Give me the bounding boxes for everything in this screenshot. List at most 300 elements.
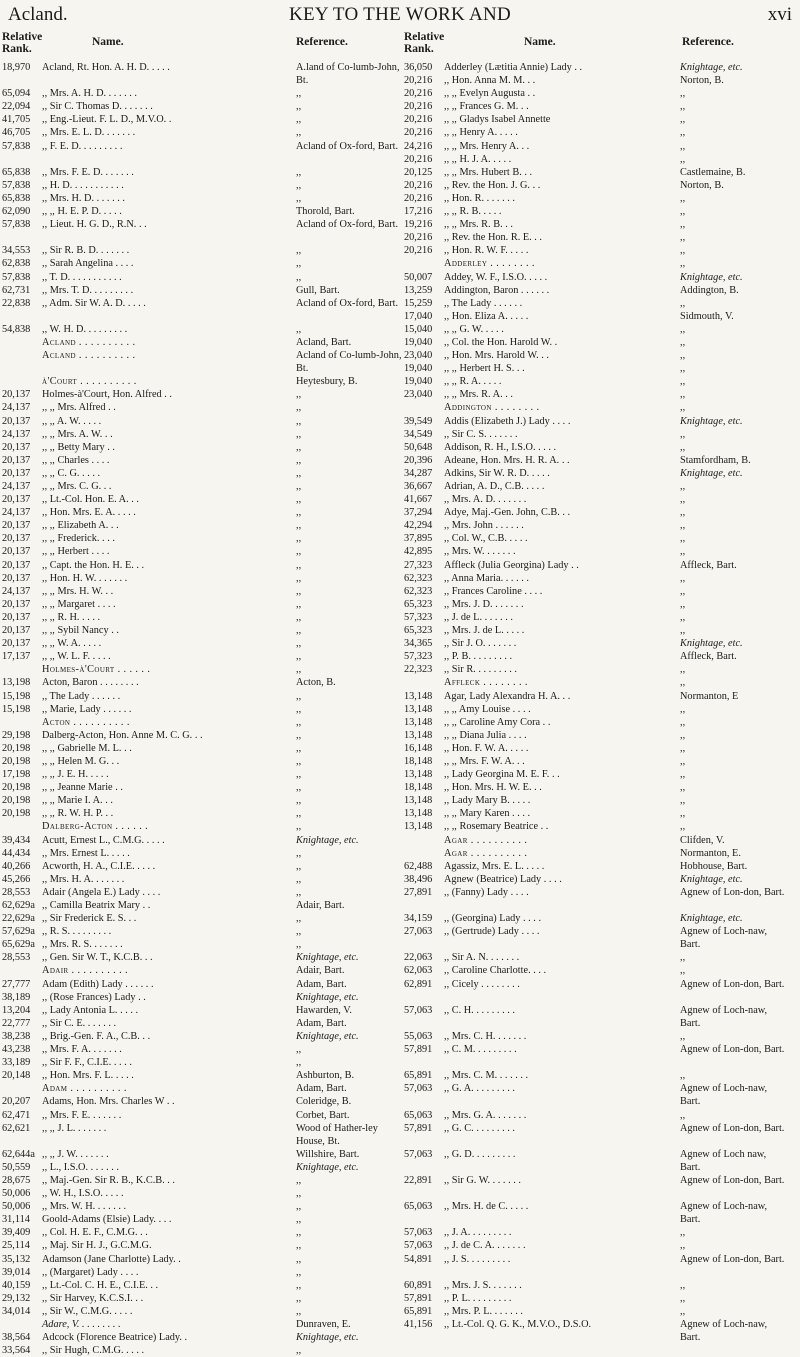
entry-reference: Acton, B. <box>296 677 336 689</box>
entry-reference: ,, <box>680 742 686 754</box>
entry-row <box>2 1069 400 1082</box>
entry-reference: ,, <box>296 598 302 610</box>
entry-name: à'Court . . . . . . . . . . <box>42 376 137 388</box>
entry-name: ,, ,, Mrs. F. W. A. . . <box>444 755 525 767</box>
relative-rank: 65,063 <box>404 1201 433 1213</box>
entry-name: ,, Camilla Beatrix Mary . . <box>42 900 151 911</box>
entry-row <box>2 1226 400 1239</box>
relative-rank: 41,705 <box>2 114 31 126</box>
entry-reference: ,, <box>680 1109 686 1121</box>
entry-reference: Agnew of Loch-naw, Bart. <box>680 1201 768 1226</box>
entry-row <box>404 820 798 833</box>
relative-rank: 44,434 <box>2 847 31 859</box>
entry-reference: ,, <box>296 782 302 794</box>
entry-name: ,, Sarah Angelina . . . . <box>42 258 134 270</box>
entry-reference: ,, <box>296 1227 302 1239</box>
relative-rank: 57,891 <box>404 1122 433 1134</box>
relative-rank: 17,040 <box>404 310 433 322</box>
entry-row <box>404 310 798 323</box>
entry-name: ,, Mrs. A. D. . . . . . . <box>444 494 527 506</box>
relative-rank: 60,891 <box>404 1279 433 1291</box>
entry-row <box>2 585 400 598</box>
entry-reference: ,, <box>296 886 302 898</box>
relative-rank: 39,434 <box>2 834 31 846</box>
relative-rank: 20,198 <box>2 742 31 754</box>
entry-name: ,, H. D. . . . . . . . . . . <box>42 179 124 191</box>
entry-name: ,, ,, Evelyn Augusta . . <box>444 88 536 100</box>
entry-reference: Gull, Bart. <box>296 284 340 296</box>
entry-reference: ,, <box>680 1030 686 1042</box>
entry-reference: ,, <box>296 625 302 637</box>
entry-row <box>2 1174 400 1187</box>
entry-reference: ,, <box>296 1188 302 1200</box>
entry-reference: Agnew of Loch-naw, Bart. <box>680 1083 768 1108</box>
entry-row <box>2 716 400 729</box>
relative-rank: 28,553 <box>2 952 31 964</box>
entry-row <box>404 244 798 257</box>
entry-row <box>2 886 400 899</box>
entry-name: Adkins, Sir W. R. D. . . . . <box>444 467 550 479</box>
entry-row <box>2 126 400 139</box>
entry-reference: ,, <box>296 389 302 401</box>
entry-reference: Acland, Bart. <box>296 336 352 348</box>
entry-row <box>404 703 798 716</box>
entry-name: ,, Col. H. E. F., C.M.G. . . <box>42 1227 148 1239</box>
entry-name: ,, J. de C. A. . . . . . . <box>444 1240 526 1252</box>
entry-name: Adare, V. . . . . . . . . <box>42 1319 121 1330</box>
entry-name: Adye, Maj.-Gen. John, C.B. . . <box>444 507 571 519</box>
entry-reference: ,, <box>680 192 686 204</box>
relative-rank: 54,891 <box>404 1253 433 1265</box>
entry-reference: ,, <box>680 795 686 807</box>
entry-row <box>2 166 400 179</box>
relative-rank: 20,137 <box>2 389 31 401</box>
relative-rank: 42,294 <box>404 520 433 532</box>
entry-name: Adamson (Jane Charlotte) Lady. . <box>42 1253 181 1265</box>
relative-rank: 34,365 <box>404 638 433 650</box>
relative-rank: 57,891 <box>404 1044 433 1056</box>
entry-row <box>404 218 798 231</box>
entry-row <box>2 572 400 585</box>
entry-name: ,, Sir A. N. . . . . . . <box>444 952 520 964</box>
relative-rank: 20,137 <box>2 546 31 558</box>
entry-row <box>2 598 400 611</box>
entry-row <box>404 532 798 545</box>
entry-reference: Knightage, etc. <box>296 1161 359 1173</box>
relative-rank: 65,838 <box>2 166 31 178</box>
entry-name: ,, G. A. . . . . . . . . <box>444 1083 515 1095</box>
entry-name: Agar, Lady Alexandra H. A. . . <box>444 690 571 702</box>
entry-row <box>404 179 798 192</box>
relative-rank: 24,137 <box>2 507 31 519</box>
entry-row <box>404 1239 798 1252</box>
entry-reference: ,, <box>680 232 686 244</box>
entry-reference: ,, <box>296 913 302 925</box>
relative-rank: 17,216 <box>404 206 433 218</box>
entry-row <box>404 624 798 637</box>
entry-reference: ,, <box>296 703 302 715</box>
entry-reference: Adam, Bart. <box>296 978 347 990</box>
entry-name: ,, J. S. . . . . . . . . <box>444 1253 511 1265</box>
entry-reference: Knightage, etc. <box>296 1030 359 1042</box>
entry-row <box>2 794 400 807</box>
entry-reference: ,, <box>680 88 686 100</box>
entry-row <box>2 1187 400 1200</box>
entry-name: ,, Hon. Mrs. F. L. . . . . <box>42 1070 134 1082</box>
entry-name: ,, ,, Mrs. Henry A. . . <box>444 140 530 152</box>
entry-name: ,, Col. W., C.B. . . . . <box>444 533 528 545</box>
entry-row <box>404 519 798 532</box>
entry-row <box>404 834 798 847</box>
entry-row <box>2 925 400 938</box>
entry-reference: ,, <box>296 729 302 741</box>
relative-rank: 57,063 <box>404 1240 433 1252</box>
entry-name: ,, ,, C. G. . . . . <box>42 467 101 479</box>
relative-rank: 20,137 <box>2 454 31 466</box>
entry-row <box>404 768 798 781</box>
entry-name: Dalberg-Acton . . . . . . <box>42 821 149 833</box>
relative-rank: 22,838 <box>2 297 31 309</box>
entry-name: ,, Mrs. P. L. . . . . . . <box>444 1305 523 1317</box>
entry-name: Agassiz, Mrs. E. L. . . . . <box>444 860 545 872</box>
entry-name: Acton, Baron . . . . . . . . <box>42 677 139 689</box>
entry-row <box>404 166 798 179</box>
entry-name: ,, Mrs. C. M. . . . . . . <box>444 1070 529 1082</box>
relative-rank: 50,648 <box>404 441 433 453</box>
entry-row <box>2 938 400 951</box>
relative-rank: 23,040 <box>404 350 433 362</box>
entry-reference: Stamfordham, B. <box>680 454 751 466</box>
entry-reference: ,, <box>680 481 686 492</box>
entry-row <box>2 401 400 414</box>
entry-name: Acutt, Ernest L., C.M.G. . . . . <box>42 834 165 846</box>
relative-rank: 13,148 <box>404 795 433 807</box>
entry-name: Affleck . . . . . . . . <box>444 677 528 689</box>
relative-rank: 20,216 <box>404 245 433 257</box>
entry-row <box>2 847 400 860</box>
relative-rank: 13,198 <box>2 677 31 689</box>
relative-rank: 20,137 <box>2 415 31 427</box>
entry-reference: ,, <box>296 507 302 519</box>
entry-name: ,, Lady Antonia L. . . . . <box>42 1004 139 1016</box>
entry-name: ,, Hon. H. W. . . . . . . <box>42 572 128 584</box>
entry-row <box>2 912 400 925</box>
entry-row <box>404 323 798 336</box>
entry-reference: Knightage, etc. <box>680 415 743 427</box>
relative-rank: 34,014 <box>2 1305 31 1317</box>
relative-rank: 22,777 <box>2 1017 31 1029</box>
entry-row <box>2 624 400 637</box>
entry-row <box>404 1030 798 1043</box>
entry-name: ,, ,, Charles . . . . <box>42 454 110 466</box>
relative-rank: 20,125 <box>404 166 433 178</box>
entry-reference: Agnew of Lon-don, Bart. <box>680 1253 785 1265</box>
relative-rank: 18,148 <box>404 782 433 794</box>
relative-rank: 38,496 <box>404 873 433 885</box>
entry-reference: Castlemaine, B. <box>680 166 746 178</box>
entry-name: Holmes-à'Court, Hon. Alfred . . <box>42 389 172 401</box>
relative-rank: 19,040 <box>404 336 433 348</box>
entry-row <box>2 1004 400 1017</box>
entry-row <box>2 1344 400 1357</box>
entry-row <box>404 1253 798 1279</box>
name-heading: Name. <box>524 36 556 48</box>
entry-row <box>2 1266 400 1279</box>
entry-name: ,, C. H. . . . . . . . . <box>444 1004 515 1016</box>
entry-name: ,, Lt.-Col. Hon. E. A. . . <box>42 494 139 506</box>
entry-row <box>2 559 400 572</box>
entry-row <box>404 388 798 401</box>
relative-rank: 39,549 <box>404 415 433 427</box>
entry-row <box>2 729 400 742</box>
entry-reference: ,, <box>296 441 302 453</box>
entry-reference: ,, <box>296 808 302 820</box>
entry-row <box>404 205 798 218</box>
relative-rank: 34,287 <box>404 467 433 479</box>
entry-row <box>2 1318 400 1331</box>
entry-row <box>404 297 798 310</box>
entry-reference: Wood of Hather-ley House, Bt. <box>296 1122 378 1147</box>
entry-name: Agnew (Beatrice) Lady . . . . <box>444 873 562 885</box>
entry-name: ,, ,, Frances G. M. . . <box>444 101 529 113</box>
entry-reference: ,, <box>680 821 686 833</box>
entry-reference: ,, <box>680 585 686 597</box>
entry-reference: ,, <box>296 533 302 545</box>
relative-rank: 20,216 <box>404 75 433 87</box>
entry-row <box>2 388 400 401</box>
entry-row <box>2 1253 400 1266</box>
entry-row <box>2 860 400 873</box>
entry-name: ,, ,, J. W. . . . . . . <box>42 1148 109 1160</box>
relative-rank: 25,114 <box>2 1240 30 1252</box>
entry-row <box>404 1043 798 1069</box>
entry-reference: ,, <box>296 795 302 807</box>
entry-reference: ,, <box>680 441 686 453</box>
entry-reference: ,, <box>680 323 686 335</box>
entry-reference: Clifden, V. <box>680 834 725 846</box>
entry-row <box>404 401 798 414</box>
relative-rank: 20,148 <box>2 1070 31 1082</box>
entry-reference: ,, <box>296 494 302 506</box>
relative-rank: 20,198 <box>2 795 31 807</box>
entry-row <box>2 87 400 100</box>
relative-rank: 50,559 <box>2 1161 31 1173</box>
left-column <box>2 30 400 1357</box>
entry-name: Acton . . . . . . . . . . <box>42 716 130 728</box>
entry-name: ,, Lieut. H. G. D., R.N. . . <box>42 219 147 231</box>
relative-rank: 41,156 <box>404 1319 433 1330</box>
entry-reference: ,, <box>680 952 686 964</box>
entry-row <box>404 729 798 742</box>
entry-reference: ,, <box>296 166 302 178</box>
entry-name: ,, ,, R. W. H. P. . . <box>42 808 114 820</box>
entry-reference: ,, <box>296 415 302 427</box>
entry-name: ,, The Lady . . . . . . <box>42 690 121 702</box>
column-header <box>404 30 798 61</box>
relative-rank: 50,007 <box>404 271 433 283</box>
entry-name: Agar . . . . . . . . . . <box>444 834 528 846</box>
relative-rank: 19,216 <box>404 219 433 231</box>
relative-rank: 15,040 <box>404 323 433 335</box>
relative-rank: 50,006 <box>2 1188 31 1200</box>
relative-rank: 62,471 <box>2 1109 31 1121</box>
relative-rank: 57,891 <box>404 1292 433 1304</box>
entry-row <box>404 964 798 977</box>
relative-rank: 13,204 <box>2 1004 31 1016</box>
entry-reference: ,, <box>680 336 686 348</box>
entry-row <box>2 768 400 781</box>
entry-name: Adderley (Lætitia Annie) Lady . . <box>444 62 583 73</box>
relative-rank: 38,189 <box>2 991 31 1003</box>
entry-row <box>2 375 400 388</box>
entry-name: ,, ,, G. W. . . . . <box>444 323 504 335</box>
relative-rank: 27,777 <box>2 978 31 990</box>
entry-reference: Adam, Bart. <box>296 1083 347 1095</box>
entry-row <box>404 61 798 74</box>
entry-name: ,, Mrs. H. D. . . . . . . <box>42 192 125 204</box>
entry-reference: Ashburton, B. <box>296 1070 355 1082</box>
entry-reference: ,, <box>296 651 302 663</box>
relative-rank: 65,838 <box>2 192 31 204</box>
entry-row <box>404 925 798 951</box>
entry-row <box>404 415 798 428</box>
entry-reference: ,, <box>680 769 686 781</box>
entry-name: ,, Mrs. H. A. . . . . . . <box>42 873 125 885</box>
relative-rank: 57,838 <box>2 140 31 152</box>
entry-row <box>404 1122 798 1148</box>
relative-rank: 20,137 <box>2 559 31 571</box>
entry-reference: ,, <box>680 546 686 558</box>
entry-reference: ,, <box>680 245 686 257</box>
entry-reference: ,, <box>296 742 302 754</box>
relative-rank: 57,838 <box>2 271 31 283</box>
entry-reference: Knightage, etc. <box>296 991 359 1003</box>
entry-row <box>404 690 798 703</box>
entry-row <box>404 716 798 729</box>
entry-row <box>2 820 400 833</box>
entry-row <box>404 454 798 467</box>
entry-reference: Knightage, etc. <box>680 873 743 885</box>
entry-name: Adams, Hon. Mrs. Charles W . . <box>42 1096 175 1108</box>
relative-rank: 62,488 <box>404 860 433 872</box>
relative-rank: 62,838 <box>2 258 31 270</box>
entry-reference: ,, <box>680 716 686 728</box>
entry-reference: ,, <box>296 1174 302 1186</box>
relative-rank: 20,198 <box>2 808 31 820</box>
entry-row <box>404 611 798 624</box>
entry-name: Dalberg-Acton, Hon. Anne M. C. G. . . <box>42 729 203 741</box>
entry-name: ,, Sir J. O. . . . . . . <box>444 638 517 650</box>
entry-reference: ,, <box>680 389 686 401</box>
entry-name: ,, Frances Caroline . . . . <box>444 585 543 597</box>
entry-row <box>404 349 798 362</box>
entry-name: ,, ,, R. H. . . . . <box>42 611 101 623</box>
entry-reference: ,, <box>296 860 302 872</box>
entry-row <box>404 1292 798 1305</box>
entry-name: ,, Rev. the Hon. R. E. . . <box>444 232 543 244</box>
entry-name: Goold-Adams (Elsie) Lady. . . . <box>42 1214 172 1226</box>
entry-reference: Affleck, Bart. <box>680 559 737 571</box>
entry-name: ,, ,, Herbert H. S. . . <box>444 363 525 375</box>
entry-row <box>404 663 798 676</box>
entry-name: Acland, Rt. Hon. A. H. D. . . . . <box>42 62 170 73</box>
entry-row <box>404 1226 798 1239</box>
relative-rank: 57,838 <box>2 219 31 231</box>
entry-reference: Adair, Bart. <box>296 965 345 977</box>
relative-rank: 18,148 <box>404 755 433 767</box>
entry-row <box>404 362 798 375</box>
entry-row <box>2 218 400 244</box>
entry-row <box>404 650 798 663</box>
entry-name: ,, Hon. Mrs. Harold W. . . <box>444 350 549 362</box>
entry-reference: ,, <box>296 520 302 532</box>
entry-name: Adair . . . . . . . . . . <box>42 965 129 977</box>
entry-name: ,, Hon. Anna M. M. . . <box>444 75 536 87</box>
entry-name: ,, J. A. . . . . . . . . <box>444 1227 512 1239</box>
relative-rank: 29,132 <box>2 1292 31 1304</box>
entry-row <box>404 506 798 519</box>
entry-name: Addey, W. F., I.S.O. . . . . <box>444 271 548 283</box>
entry-row <box>404 860 798 873</box>
entry-reference: Corbet, Bart. <box>296 1109 350 1121</box>
entry-name: ,, ,, Diana Julia . . . . <box>444 729 527 741</box>
entry-list <box>404 61 798 1344</box>
entry-name: ,, (Georgina) Lady . . . . <box>444 913 542 925</box>
entry-name: ,, ,, Amy Louise . . . . <box>444 703 531 715</box>
entry-row <box>2 690 400 703</box>
entry-row <box>404 87 798 100</box>
entry-reference: ,, <box>296 755 302 767</box>
entry-reference: ,, <box>296 1201 302 1213</box>
relative-rank: 20,216 <box>404 232 433 244</box>
entry-name: ,, Capt. the Hon. H. E. . . <box>42 559 145 571</box>
entry-reference: ,, <box>296 939 302 951</box>
entry-row <box>2 179 400 192</box>
entry-reference: ,, <box>680 153 686 165</box>
relative-rank: 37,895 <box>404 533 433 545</box>
entry-name: ,, Hon. Mrs. E. A. . . . . <box>42 507 136 519</box>
entry-reference: ,, <box>296 1240 302 1252</box>
entry-reference: ,, <box>296 821 302 833</box>
entry-name: ,, ,, Henry A. . . . . <box>444 127 518 139</box>
entry-name: ,, Eng.-Lieut. F. L. D., M.V.O. . <box>42 114 172 126</box>
entry-row <box>404 113 798 126</box>
entry-reference: ,, <box>296 664 302 676</box>
entry-row <box>2 100 400 113</box>
relative-rank: 13,148 <box>404 808 433 820</box>
entry-name: ,, R. S. . . . . . . . . <box>42 926 112 938</box>
entry-reference: ,, <box>680 101 686 113</box>
entry-reference: Acland of Ox-ford, Bart. <box>296 219 399 231</box>
entry-name: ,, ,, Helen M. G. . . <box>42 755 120 767</box>
relative-rank: 46,705 <box>2 127 31 139</box>
entry-reference: ,, <box>680 625 686 637</box>
relative-rank: 38,238 <box>2 1030 31 1042</box>
entry-row <box>2 257 400 270</box>
entry-row <box>2 1148 400 1161</box>
entry-row <box>404 1148 798 1174</box>
relative-rank: 15,198 <box>2 690 31 702</box>
entry-name: ,, Gen. Sir W. T., K.C.B. . . <box>42 952 153 964</box>
entry-row <box>2 1056 400 1069</box>
relative-rank: 57,323 <box>404 611 433 623</box>
relative-rank: 65,891 <box>404 1070 433 1082</box>
entry-row <box>2 415 400 428</box>
entry-name: ,, ,, R. B. . . . . <box>444 206 502 218</box>
entry-reference: Heytesbury, B. <box>296 376 358 388</box>
entry-reference: ,, <box>680 219 686 231</box>
entry-reference: ,, <box>296 585 302 597</box>
